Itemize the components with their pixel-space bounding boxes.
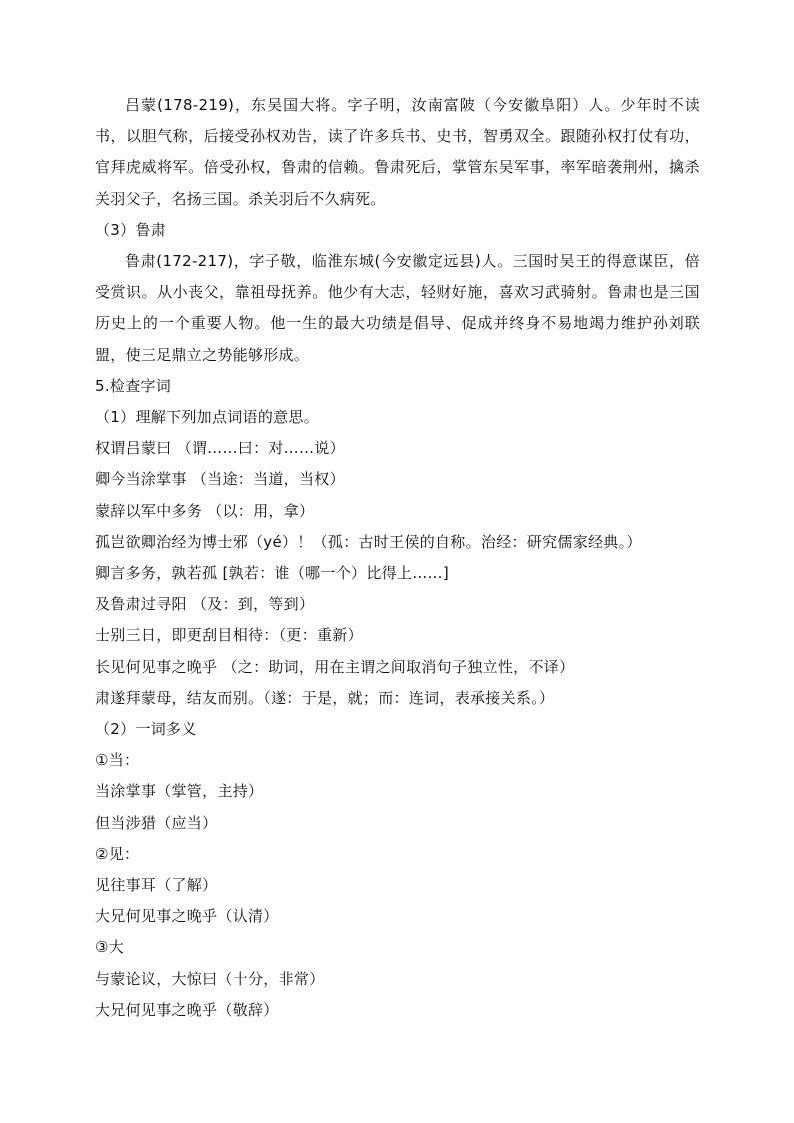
polysemy-line: 大兄何见事之晚乎（敬辞） — [95, 1000, 279, 1019]
polysemy-line: ②见： — [95, 844, 140, 863]
polysemy-line: ①当： — [95, 751, 140, 770]
vocab-line: 蒙辞以军中多务 （以：用，拿） — [95, 501, 315, 520]
vocab-line: 卿今当涂掌事 （当途：当道，当权） — [95, 470, 345, 489]
polysemy-line: 见往事耳（了解） — [95, 876, 218, 895]
vocab-line: 权谓吕蒙曰 （谓……曰：对……说） — [95, 439, 345, 458]
lusu-paragraph: 鲁肃(172-217)，字子敬，临淮东城(今安徽定远县)人。三国时吴王的得意谋臣，倍受赏识。从小丧父，靠祖母抚养。他少有大志，轻财好施，喜欢习武骑射。鲁肃也是三国历史上的一个重要人物。他一生的最大功绩是倡导、促成并终身不易地竭力维护孙刘联盟，使三足鼎立之势能够形成。 — [95, 252, 700, 364]
polysemy-line: 当涂掌事（掌管，主持） — [95, 782, 264, 801]
document-content — [95, 90, 700, 1026]
vocab-line: 孤岂欲卿治经为博士邪（yé）！（孤：古时王侯的自称。治经：研究儒家经典。） — [95, 532, 642, 551]
lumeng-paragraph: 吕蒙(178-219)，东吴国大将。字子明，汝南富陂（今安徽阜阳）人。少年时不读书，以胆气称，后接受孙权劝告，读了许多兵书、史书，智勇双全。跟随孙权打仗有功，官拜虎威将军。倍受孙权，鲁肃的信赖。鲁肃死后，掌管东吴军事，率军暗袭荆州，擒杀关羽父子，名扬三国。杀关羽后不久病死。 — [95, 96, 700, 208]
section-title: 5.检查字词 — [95, 376, 172, 395]
subsection-2-title: （2）一词多义 — [95, 720, 197, 739]
vocab-line: 卿言多务，孰若孤 [孰若：谁（哪一个）比得上……] — [95, 564, 449, 583]
lusu-heading: （3）鲁肃 — [95, 220, 167, 239]
subsection-1-title: （1）理解下列加点词语的意思。 — [95, 408, 320, 427]
vocab-line: 士别三日，即更刮目相待：（更：重新） — [95, 626, 363, 645]
polysemy-line: 大兄何见事之晚乎（认清） — [95, 907, 279, 926]
vocab-line: 长见何见事之晚乎 （之：助词，用在主谓之间取消句子独立性，不译） — [95, 657, 575, 676]
vocab-line: 及鲁肃过寻阳 （及：到，等到） — [95, 595, 315, 614]
polysemy-line: 但当涉猎（应当） — [95, 813, 218, 832]
polysemy-line: ③大 — [95, 938, 125, 957]
vocab-line: 肃遂拜蒙母，结友而别。（遂：于是，就；而：连词，表承接关系。） — [95, 688, 555, 707]
polysemy-line: 与蒙论议，大惊曰（十分，非常） — [95, 969, 325, 988]
